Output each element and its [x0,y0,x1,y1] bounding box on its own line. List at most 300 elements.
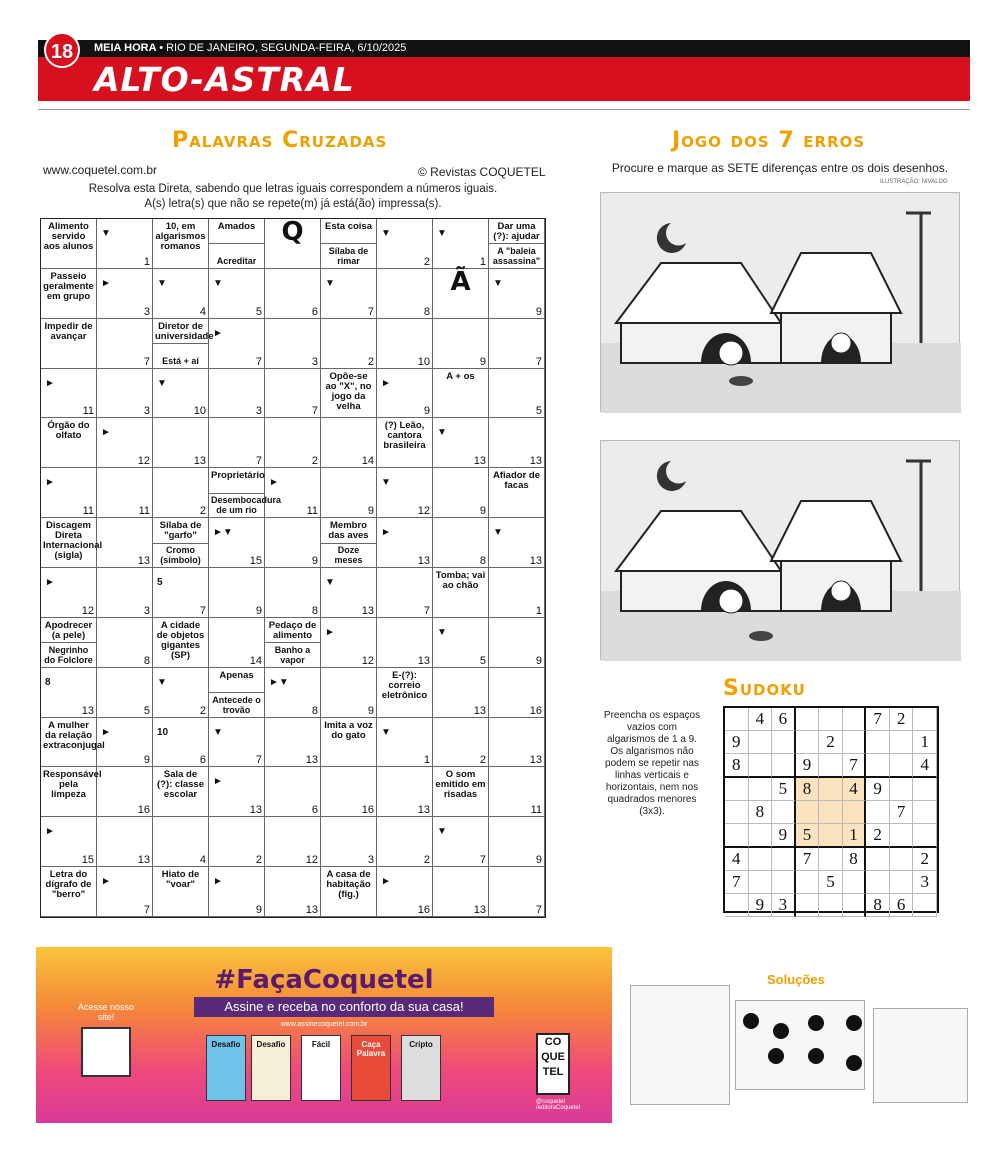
crossword-cell[interactable] [153,867,209,917]
sudoku-cell[interactable]: 3 [913,871,937,894]
crossword-cell[interactable] [265,269,321,319]
letter-code: 16 [529,704,542,717]
clue-text: Opõe-se ao "X", no jogo da velha [325,370,372,412]
sudoku-cell[interactable] [843,801,867,824]
clue-text: Tomba; vai ao chão [435,570,486,591]
seven-errors-title: Jogo dos 7 erros [672,128,866,153]
qr-code[interactable] [81,1027,131,1077]
magazine-cover: Caça Palavra [351,1035,391,1101]
letter-code: 14 [361,455,374,468]
sudoku-cell[interactable]: 5 [772,778,796,801]
sudoku-cell[interactable] [749,754,773,778]
sudoku-cell[interactable]: 5 [819,871,843,894]
sudoku-solution-thumbnail [873,1008,968,1103]
sudoku-cell[interactable] [796,871,820,894]
sudoku-cell[interactable] [749,824,773,848]
crossword-cell[interactable] [209,718,265,768]
clue-text: Pedaço de alimento [268,619,317,641]
magazine-cover: Cripto [401,1035,441,1101]
clue-text: Imita a voz do gato [324,719,373,741]
crossword-cell[interactable] [97,468,153,518]
sudoku-cell[interactable]: 6 [772,708,796,731]
crossword-cell[interactable] [153,418,209,468]
sudoku-cell[interactable] [725,778,749,801]
sudoku-cell[interactable] [796,708,820,731]
letter-code: 9 [535,854,542,867]
crossword-cell[interactable] [41,418,97,468]
crossword-cell[interactable] [433,568,489,618]
crossword-cell[interactable] [433,369,489,419]
crossword-cell[interactable] [41,269,97,319]
cartoon-top[interactable] [600,192,960,412]
crossword-cell[interactable] [433,867,489,917]
letter-code: 13 [529,455,542,468]
ad-tagline: Assine e receba no conforto da sua casa! [194,997,494,1017]
letter-code: 13 [473,904,486,916]
letter-code: 7 [535,355,542,368]
sudoku-cell[interactable] [913,824,937,848]
crossword-cell[interactable] [209,867,265,917]
clue-text: 10, em algarismos romanos [155,221,206,252]
clue-number: 5 [157,577,163,588]
sudoku-cell[interactable] [866,848,890,871]
ad-url[interactable]: www.assinecoquetel.com.br [280,1021,368,1028]
crossword-cell[interactable] [209,319,265,369]
crossword-cell[interactable] [209,568,265,618]
crossword-cell[interactable] [321,269,377,319]
crossword-cell[interactable] [265,418,321,468]
cartoon-bottom[interactable] [600,440,960,660]
crossword-cell[interactable] [377,568,433,618]
letter-code: 7 [367,305,374,318]
sudoku-cell[interactable] [890,731,914,754]
clue-text: Amados [217,221,256,232]
crossword-cell[interactable] [489,767,545,817]
sudoku-cell[interactable] [819,778,843,801]
letter-code: 1 [479,255,486,268]
letter-code: 1 [423,754,430,767]
sudoku-cell[interactable] [913,801,937,824]
sudoku-cell[interactable] [890,754,914,778]
crossword-cell[interactable] [41,319,97,369]
letter-code: 13 [305,754,318,767]
crossword-cell[interactable] [321,319,377,369]
letter-code: 7 [143,355,150,368]
sudoku-cell[interactable]: 4 [913,754,937,778]
crossword-cell[interactable] [41,718,105,768]
sudoku-cell[interactable]: 2 [866,824,890,848]
crossword-cell[interactable] [489,568,545,618]
sudoku-cell[interactable] [819,894,843,917]
crossword-cell[interactable] [265,568,321,618]
crossword-cell[interactable] [41,767,102,817]
sudoku-cell[interactable] [796,894,820,917]
crossword-cell[interactable] [265,219,321,269]
crossword-cell[interactable] [321,767,377,817]
crossword-cell[interactable] [377,369,433,419]
sudoku-cell[interactable]: 2 [890,708,914,731]
crossword-cell[interactable] [41,369,97,419]
letter-code: 4 [199,305,206,318]
crossword-cell[interactable] [97,269,153,319]
letter-code: 12 [417,505,430,518]
crossword-cell[interactable] [489,718,545,768]
crossword-cell[interactable] [41,468,97,518]
crossword-cell[interactable] [489,269,545,319]
crossword-cell[interactable] [377,319,433,369]
letter-code: 11 [530,804,542,817]
crossword-cell[interactable] [97,718,153,768]
sudoku-cell[interactable]: 8 [725,754,749,778]
crossword-cell[interactable] [97,369,153,419]
letter-code: 3 [143,305,150,318]
crossword-cell[interactable] [265,767,321,817]
sudoku-cell[interactable] [725,708,749,731]
crossword-cell[interactable] [321,867,377,917]
crossword-cell[interactable] [209,618,265,668]
letter-code: 7 [199,604,206,617]
crossword-cell[interactable] [265,718,321,768]
direction-arrow-icon: ► [381,377,391,389]
sudoku-cell[interactable]: 4 [843,778,867,801]
sudoku-cell[interactable] [772,754,796,778]
crossword-cell[interactable] [489,668,545,718]
crossword-cell[interactable] [321,618,377,668]
crossword-cell[interactable] [433,518,489,568]
sudoku-cell[interactable] [725,801,749,824]
sudoku-cell[interactable]: 3 [772,894,796,917]
crossword-cell[interactable] [377,867,433,917]
crossword-cell[interactable] [377,518,433,568]
crossword-cell[interactable] [153,817,209,867]
section-title: ALTO-ASTRAL [94,60,355,99]
crossword-cell[interactable] [153,718,209,768]
sudoku-cell[interactable]: 2 [819,731,843,754]
crossword-cell[interactable] [489,468,545,518]
crossword-cell[interactable] [209,817,265,867]
crossword-cell[interactable] [97,418,153,468]
letter-code: 3 [143,405,150,418]
sudoku-cell[interactable] [866,801,890,824]
crossword-cell[interactable] [153,219,209,269]
sudoku-cell[interactable]: 5 [796,824,820,848]
letter-code: 12 [305,854,318,867]
crossword-cell[interactable] [265,369,321,419]
direction-arrow-icon: ▼ [493,277,503,289]
letter-code: 13 [529,754,542,767]
sudoku-cell[interactable]: 9 [725,731,749,754]
crossword-cell[interactable] [97,817,153,867]
sudoku-cell[interactable] [749,871,773,894]
coquetel-ad[interactable] [36,947,612,1123]
letter-code: 3 [143,604,150,617]
letter-code: 15 [81,854,94,867]
crossword-cell[interactable] [433,817,489,867]
direction-arrow-icon: ▼ [213,277,223,289]
sudoku-cell[interactable] [819,824,843,848]
crossword-cell[interactable] [209,369,265,419]
page-number: 18 [44,32,80,68]
crossword-cell[interactable] [321,369,377,419]
sudoku-cell[interactable]: 1 [913,731,937,754]
crossword-cell[interactable] [41,518,103,568]
sudoku-cell[interactable]: 9 [772,824,796,848]
sudoku-cell[interactable]: 4 [749,708,773,731]
crossword-cell[interactable] [97,618,153,668]
crossword-instruction-1: Resolva esta Direta, sabendo que letras iguais correspondem a números iguais. [88,183,498,195]
crossword-cell[interactable] [489,618,545,668]
sudoku-cell[interactable] [843,871,867,894]
sudoku-grid[interactable] [723,706,939,913]
crossword-cell[interactable] [209,767,265,817]
crossword-cell[interactable] [209,269,265,319]
sudoku-cell[interactable]: 9 [749,894,773,917]
sudoku-cell[interactable]: 7 [725,871,749,894]
crossword-cell[interactable] [153,468,209,518]
crossword-cell[interactable] [489,369,545,419]
sudoku-cell[interactable]: 8 [843,848,867,871]
ad-access-label: Acesse nosso site! [77,1002,135,1022]
sudoku-cell[interactable] [796,801,820,824]
clue-text: A cidade de objetos gigantes (SP) [156,619,205,661]
sudoku-cell[interactable] [772,801,796,824]
crossword-cell[interactable] [41,867,97,917]
direction-arrow-icon: ► [45,477,55,489]
crossword-cell[interactable] [433,319,489,369]
crossword-cell[interactable] [209,418,265,468]
crossword-cell[interactable] [209,468,282,518]
clue-text: A mulher da relação extraconjugal [43,719,105,751]
crossword-cell[interactable] [377,468,433,518]
sudoku-title: Sudoku [723,676,806,701]
crossword-cell[interactable] [321,718,377,768]
clue-text: Proprietário [211,470,265,482]
direction-arrow-icon: ► [213,327,223,339]
sudoku-cell[interactable] [725,824,749,848]
letter-code: 13 [417,654,430,667]
crossword-cell[interactable] [377,817,433,867]
crossword-cell[interactable] [489,319,545,369]
letter-code: 7 [423,604,430,617]
sudoku-cell[interactable]: 8 [866,894,890,917]
sudoku-cell[interactable] [772,731,796,754]
sudoku-cell[interactable] [819,848,843,871]
crossword-cell[interactable] [321,219,377,269]
direction-arrow-icon: ▼ [325,577,335,588]
letter-code: 8 [479,555,486,567]
crossword-cell[interactable] [433,219,489,269]
sudoku-cell[interactable]: 7 [890,801,914,824]
sudoku-cell[interactable] [913,894,937,917]
direction-arrow-icon: ▼ [493,527,503,539]
sudoku-cell[interactable]: 8 [749,801,773,824]
crossword-cell[interactable] [433,618,489,668]
letter-code: 10 [417,355,430,368]
crossword-cell[interactable] [265,817,321,867]
sudoku-cell[interactable] [796,731,820,754]
crossword-cell[interactable] [433,266,489,319]
crossword-cell[interactable] [97,568,153,618]
direction-arrow-icon: ▼ [381,477,391,489]
sudoku-cell[interactable] [890,871,914,894]
clue-text: Desembocadura de um rio [211,495,282,516]
crossword-cell[interactable] [321,518,377,568]
sudoku-instruction: Preencha os espaços vazios com algarismos de 1 a 9. Os algarismos não podem se repetir nas linhas verticais e horizontais, nem nos quadrados menores (3x3). [603,710,701,817]
crossword-cell[interactable] [153,618,209,668]
direction-arrow-icon: ▼ [437,626,447,638]
crossword-cell[interactable] [153,518,209,568]
crossword-cell[interactable] [209,668,265,718]
crossword-cell[interactable] [41,817,97,867]
sudoku-cell[interactable] [772,871,796,894]
sudoku-cell[interactable] [819,754,843,778]
letter-code: 13 [473,455,486,468]
magazine-cover: Desafio [251,1035,291,1101]
crossword-cell[interactable] [209,219,265,269]
crossword-cell[interactable] [377,418,433,468]
direction-arrow-icon: ▼ [157,277,167,289]
direction-arrow-icon: ► [381,876,391,888]
crossword-cell[interactable] [377,718,433,768]
sudoku-cell[interactable]: 2 [913,848,937,871]
sudoku-cell[interactable] [890,778,914,801]
crossword-cell[interactable] [321,568,377,618]
crossword-cell[interactable] [153,319,214,369]
clue-text: O som emitido em risadas [435,769,486,801]
crossword-cell[interactable] [153,767,209,817]
crossword-cell[interactable] [433,668,489,718]
sudoku-cell[interactable] [866,871,890,894]
given-letter: Q [281,217,304,247]
sudoku-cell[interactable]: 6 [890,894,914,917]
crossword-cell[interactable] [97,767,153,817]
direction-arrow-icon: ►▼ [213,527,233,539]
crossword-cell[interactable] [377,269,433,319]
crossword-cell[interactable] [377,767,433,817]
clue-text: Banho a vapor [274,644,311,665]
letter-code: 13 [529,555,542,567]
letter-code: 9 [535,305,542,318]
crossword-cell[interactable] [97,867,153,917]
sudoku-cell[interactable] [843,894,867,917]
sudoku-cell[interactable] [725,894,749,917]
direction-arrow-icon: ► [101,726,111,738]
direction-arrow-icon: ▼ [437,427,447,439]
letter-code: 8 [143,654,150,667]
sudoku-cell[interactable] [749,731,773,754]
crossword-cell[interactable] [489,418,545,468]
crossword-cell[interactable] [153,568,209,618]
sudoku-cell[interactable] [866,731,890,754]
crossword-cell[interactable] [377,618,433,668]
sudoku-cell[interactable]: 8 [796,778,820,801]
crossword-cell[interactable] [377,219,433,269]
crossword-cell[interactable] [265,618,321,668]
sudoku-cell[interactable] [843,708,867,731]
crossword-cell[interactable] [265,468,321,518]
crossword-cell[interactable] [489,817,545,867]
crossword-cell[interactable] [153,668,209,718]
crossword-cell[interactable] [433,718,489,768]
clue-text: (?) Leão, cantora brasileira [383,420,426,452]
letter-code: 14 [249,654,262,667]
sudoku-cell[interactable]: 7 [866,708,890,731]
sudoku-cell[interactable]: 4 [725,848,749,871]
sudoku-cell[interactable] [749,848,773,871]
crossword-cell[interactable] [433,418,489,468]
sudoku-cell[interactable] [913,708,937,731]
letter-code: 2 [423,854,430,867]
direction-arrow-icon: ► [325,626,335,638]
letter-code: 3 [311,355,318,368]
crossword-cell[interactable] [489,518,545,568]
sudoku-cell[interactable] [913,778,937,801]
sudoku-cell[interactable]: 7 [796,848,820,871]
letter-code: 9 [423,405,430,418]
crossword-cell[interactable] [41,668,97,718]
letter-code: 13 [361,604,374,617]
crossword-cell[interactable] [153,269,209,319]
direction-arrow-icon: ► [45,377,55,389]
letter-code: 8 [311,704,318,717]
sudoku-cell[interactable]: 9 [796,754,820,778]
crossword-cell[interactable] [97,668,153,718]
crossword-cell[interactable] [265,518,321,568]
crossword-cell[interactable] [97,219,153,269]
direction-arrow-icon: ► [381,527,391,539]
letter-code: 9 [367,505,374,518]
sudoku-cell[interactable]: 9 [866,778,890,801]
crossword-cell[interactable] [41,219,97,269]
crossword-cell[interactable] [41,568,97,618]
crossword-cell[interactable] [321,418,377,468]
sudoku-cell[interactable] [819,801,843,824]
crossword-cell[interactable] [433,468,489,518]
given-letter: Ã [450,266,471,297]
letter-code: 7 [479,854,486,867]
sudoku-cell[interactable] [890,848,914,871]
crossword-cell[interactable] [265,867,321,917]
sudoku-cell[interactable] [890,824,914,848]
sudoku-cell[interactable] [843,731,867,754]
sudoku-cell[interactable] [866,754,890,778]
letter-code: 2 [199,505,206,518]
direction-arrow-icon: ▼ [381,726,391,738]
sudoku-cell[interactable] [749,778,773,801]
letter-code: 11 [306,505,318,518]
sudoku-cell[interactable] [819,708,843,731]
crossword-cell[interactable] [321,468,377,518]
sudoku-cell[interactable]: 7 [843,754,867,778]
crossword-cell[interactable] [209,518,265,568]
crossword-cell[interactable] [489,867,545,917]
crossword-cell[interactable] [265,319,321,369]
crossword-cell[interactable] [321,817,377,867]
crossword-cell[interactable] [321,668,377,718]
crossword-cell[interactable] [97,319,153,369]
crossword-cell[interactable] [433,767,489,817]
crossword-cell[interactable] [41,618,97,668]
direction-arrow-icon: ▼ [437,228,447,239]
sudoku-cell[interactable]: 1 [843,824,867,848]
crossword-cell[interactable] [489,219,545,269]
crossword-cell[interactable] [97,518,153,568]
sudoku-cell[interactable] [772,848,796,871]
crossword-cell[interactable] [153,369,209,419]
crossword-cell[interactable] [265,668,321,718]
crossword-grid[interactable] [40,218,546,918]
crossword-cell[interactable] [377,668,433,718]
